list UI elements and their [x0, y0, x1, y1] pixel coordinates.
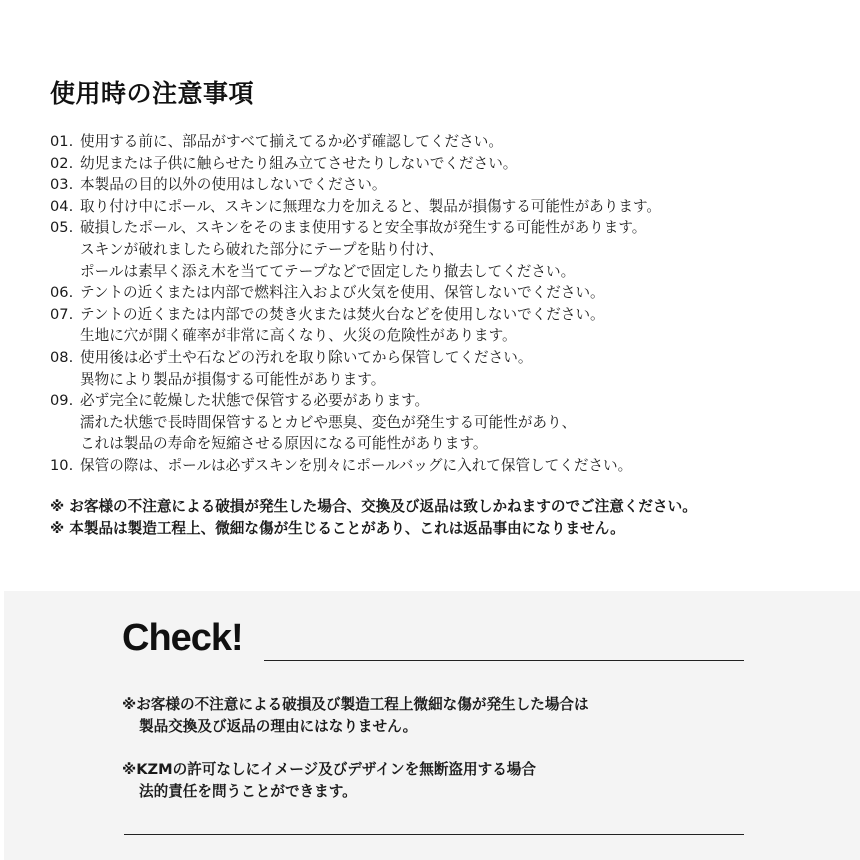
check-notice-exchange: [122, 694, 589, 738]
item-text: テントの近くまたは内部で燃料注入および火気を使用、保管しないでください。: [80, 284, 605, 302]
check-notice-line: 製品交換及び返品の理由にはなりません。: [139, 718, 418, 735]
item-number: 02.: [50, 154, 74, 172]
check-notice-line: ※お客様の不注意による破損及び製造工程上微細な傷が発生した場合は: [122, 696, 589, 713]
caution-list: [50, 131, 840, 477]
item-number: 03.: [50, 176, 74, 194]
caution-item-01: [50, 131, 840, 153]
check-notice-copyright: [122, 759, 536, 803]
item-text: 使用する前に、部品がすべて揃えてるか必ず確認してください。: [80, 133, 503, 150]
item-text: 本製品の目的以外の使用はしないでください。: [80, 176, 387, 194]
caution-item-02: [50, 153, 840, 175]
item-number: 06.: [50, 284, 74, 302]
item-text-continued: 生地に穴が開く確率が非常に高くなり、火災の危険性があります。: [80, 327, 517, 345]
caution-item-09: [50, 390, 840, 455]
check-panel: [4, 591, 860, 860]
caution-item-05: [50, 217, 840, 282]
item-text-continued: 濡れた状態で長時間保管するとカビや悪臭、変色が発生する可能性があり、: [80, 413, 577, 431]
check-notice-line: ※KZMの許可なしにイメージ及びデザインを無断盗用する場合: [122, 761, 536, 778]
check-bottom-divider: [124, 834, 744, 835]
item-text: 取り付け中にポール、スキンに無理な力を加えると、製品が損傷する可能性があります。: [80, 197, 661, 215]
caution-item-06: [50, 282, 840, 304]
note-manufacturing-scratch: ※ 本製品は製造工程上、微細な傷が生じることがあり、これは返品事由になりません。: [50, 520, 625, 537]
item-text-continued: 異物により製品が損傷する可能性があります。: [80, 370, 386, 388]
page-title: 使用時の注意事項: [50, 79, 255, 108]
caution-item-04: [50, 196, 840, 218]
item-text: 使用後は必ず土や石などの汚れを取り除いてから保管してください。: [80, 348, 533, 366]
item-text-continued: ポールは素早く添え木を当ててテープなどで固定したり撤去してください。: [80, 262, 576, 280]
item-text: 保管の際は、ポールは必ずスキンを別々にポールバッグに入れて保管してください。: [80, 456, 633, 474]
item-number: 09.: [50, 392, 74, 410]
item-number: 04.: [50, 197, 74, 215]
item-number: 10.: [50, 456, 74, 474]
item-text: テントの近くまたは内部での焚き火または焚火台などを使用しないでください。: [80, 305, 605, 323]
item-number: 08.: [50, 348, 74, 366]
note-damage-warning: ※ お客様の不注意による破損が発生した場合、交換及び返品は致しかねますのでご注意ください。: [50, 498, 697, 515]
notes-section: [50, 496, 840, 540]
check-title: Check!: [122, 617, 243, 659]
item-text-continued: これは製品の寿命を短縮させる原因になる可能性があります。: [80, 435, 488, 453]
caution-item-03: [50, 174, 840, 196]
item-number: 05.: [50, 219, 74, 237]
item-text: 幼児または子供に触らせたり組み立てさせたりしないでください。: [80, 154, 518, 172]
item-number: 07.: [50, 305, 74, 323]
caution-item-07: [50, 304, 840, 347]
item-number: 01.: [50, 133, 74, 150]
caution-item-08: [50, 347, 840, 390]
check-notice-line: 法的責任を問うことができます。: [139, 783, 357, 800]
check-title-divider: [264, 660, 744, 661]
item-text: 必ず完全に乾燥した状態で保管する必要があります。: [80, 392, 430, 410]
caution-item-10: [50, 455, 840, 477]
item-text: 破損したポール、スキンをそのまま使用すると安全事故が発生する可能性があります。: [80, 219, 647, 237]
item-text-continued: スキンが破れましたら破れた部分にテープを貼り付け、: [80, 240, 444, 258]
